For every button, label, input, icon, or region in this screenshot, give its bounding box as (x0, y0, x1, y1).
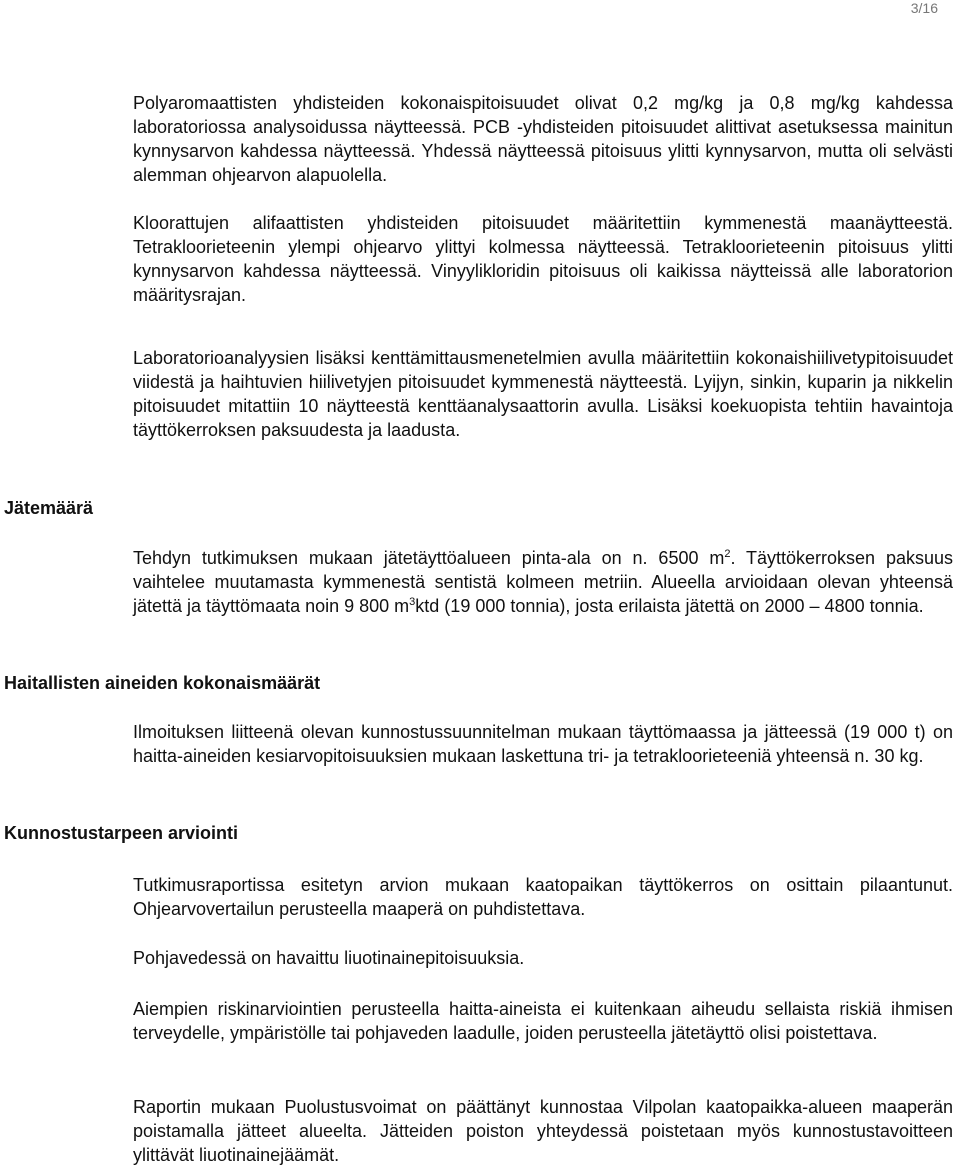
paragraph-waste-amount (133, 546, 953, 618)
waste-amount-text-c: ktd (19 000 tonnia), josta erilaista jätettä on 2000 – 4800 tonnia. (415, 596, 924, 616)
paragraph-total-contaminants: Ilmoituksen liitteenä olevan kunnostussuunnitelman mukaan täyttömaassa ja jätteessä (19 000 t) on haitta-aineiden kesiarvopitoisuuksien mukaan laskettuna tri- ja tetrakloorieteeniä yhteensä n. 30 kg. (133, 722, 953, 766)
waste-amount-text-b: . Täyttökerroksen paksuus vaihtelee muutamasta kymmenestä sentistä kolmeen metriin. Alueella arvioidaan olevan yhteensä jätettä ja täyttömaata noin 9 800 m (133, 548, 953, 616)
paragraph-remediation-decision: Raportin mukaan Puolustusvoimat on päättänyt kunnostaa Vilpolan kaatopaikka-alueen maaperän poistamalla jätteet alueelta. Jätteiden poiston yhteydessä poistetaan myös kunnostustavoitteen ylittävät liuotinainejäämät. (133, 1097, 953, 1165)
paragraph-survey-report: Tutkimusraportissa esitetyn arvion mukaan kaatopaikan täyttökerros on osittain pilaantunut. Ohjearvovertailun perusteella maaperä on puhdistettava. (133, 875, 953, 919)
page-number: 3/16 (910, 0, 938, 16)
heading-haitallisten: Haitallisten aineiden kokonaismäärät (4, 673, 321, 693)
heading-jatemaara: Jätemäärä (4, 498, 94, 518)
paragraph-chlorinated: Kloorattujen alifaattisten yhdisteiden pitoisuudet määritettiin kymmenestä maanäytteestä. Tetrakloorieteenin ylempi ohjearvo ylittyi kolmessa näytteessä. Tetrakloorieteenin pitoisuus ylitti kynnysarvon kahdessa näytteessä. Vinyylikloridin pitoisuus oli kaikissa näytteissä alle laboratorion määritysrajan. (133, 213, 953, 305)
paragraph-groundwater: Pohjavedessä on havaittu liuotinainepitoisuuksia. (133, 948, 525, 968)
paragraph-pah-pcb: Polyaromaattisten yhdisteiden kokonaispitoisuudet olivat 0,2 mg/kg ja 0,8 mg/kg kahdessa laboratoriossa analysoidussa näytteessä. PCB -yhdisteiden pitoisuudet alittivat asetuksessa mainitun kynnysarvon kahdessa näytteessä. Yhdessä näytteessä pitoisuus ylitti kynnysarvon, mutta oli selvästi alemman ohjearvon alapuolella. (133, 93, 953, 185)
superscript-2: 2 (724, 548, 731, 560)
heading-kunnostustarve: Kunnostustarpeen arviointi (4, 823, 239, 843)
waste-amount-text-a: Tehdyn tutkimuksen mukaan jätetäyttöalueen pinta-ala on n. 6500 m (133, 548, 725, 568)
superscript-3: 3 (409, 596, 416, 608)
paragraph-risk-assessment: Aiempien riskinarviointien perusteella haitta-aineista ei kuitenkaan aiheudu sellaista riskiä ihmisen terveydelle, ympäristölle tai pohjaveden laadulle, joiden perusteella jätetäyttö olisi poistettava. (133, 999, 953, 1043)
paragraph-field-measurements: Laboratorioanalyysien lisäksi kenttämittausmenetelmien avulla määritettiin kokonaishiilivetypitoisuudet viidestä ja haihtuvien hiilivetyjen pitoisuudet kymmenestä näytteestä. Lyijyn, sinkin, kuparin ja nikkelin pitoisuudet mitattiin 10 näytteestä kenttäanalysaattorin avulla. Lisäksi koekuopista tehtiin havaintoja täyttökerroksen paksuudesta ja laadusta. (133, 348, 953, 440)
